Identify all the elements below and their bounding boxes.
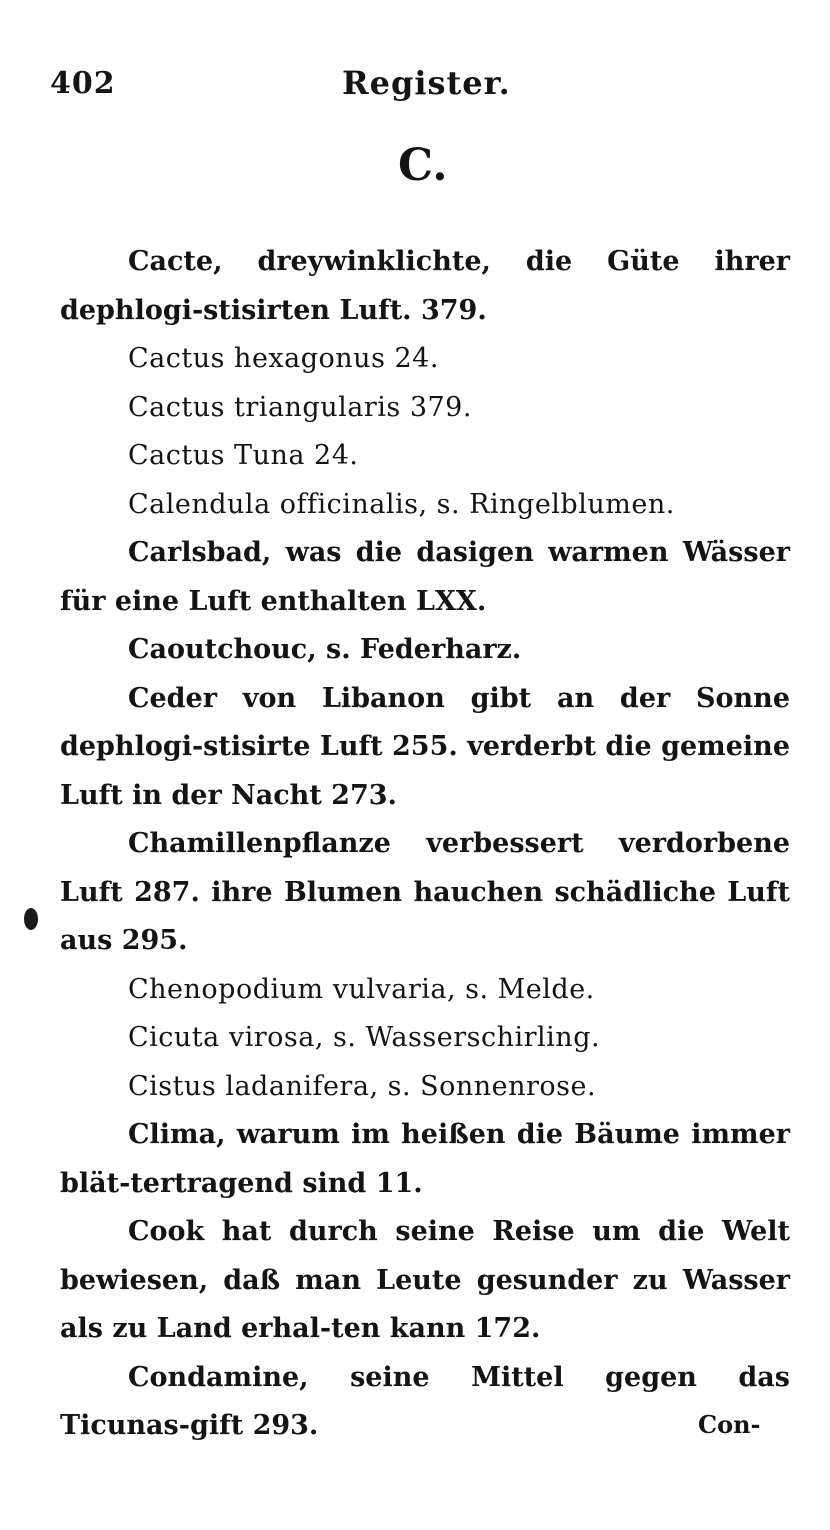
register-entry: Cistus ladanifera, s. Sonnenrose. <box>128 1070 597 1102</box>
register-entry: Carlsbad, was die dasigen warmen Wässer für eine Luft enthalten LXX. <box>60 537 790 617</box>
page-number: 402 <box>50 66 116 101</box>
ink-speck <box>24 908 38 930</box>
register-entry: Cicuta virosa, s. Wasserschirling. <box>128 1022 601 1053</box>
catchword: Con- <box>698 1410 761 1439</box>
register-entry: Caoutchouc, s. Federharz. <box>128 634 522 665</box>
register-entries <box>60 238 790 1451</box>
register-entry: Cactus hexagonus 24. <box>128 343 439 374</box>
register-entry: Chenopodium vulvaria, s. Melde. <box>128 973 595 1005</box>
register-entry: Cactus triangularis 379. <box>128 391 472 423</box>
register-entry: Cook hat durch seine Reise um die Welt bewiesen, daß man Leute gesunder zu Wasser als zu Land erhal-ten kann 172. <box>60 1216 790 1344</box>
register-entry: Cactus Tuna 24. <box>128 440 359 471</box>
register-entry: Clima, warum im heißen die Bäume immer blät-tertragend sind 11. <box>60 1119 790 1199</box>
running-title: Register. <box>342 64 511 102</box>
register-entry: Ceder von Libanon gibt an der Sonne dephlogi-stisirte Luft 255. verderbt die gemeine Luft in der Nacht 273. <box>60 682 790 811</box>
register-entry: Chamillenpflanze verbessert verdorbene Luft 287. ihre Blumen hauchen schädliche Luft aus 295. <box>60 828 790 956</box>
register-entry: Calendula officinalis, s. Ringelblumen. <box>128 488 675 520</box>
register-entry: Condamine, seine Mittel gegen das Ticunas-gift 293. <box>60 1361 790 1441</box>
section-letter: C. <box>398 140 448 191</box>
register-entry: Cacte, dreywinklichte, die Güte ihrer dephlogi-stisirten Luft. 379. <box>60 246 790 326</box>
